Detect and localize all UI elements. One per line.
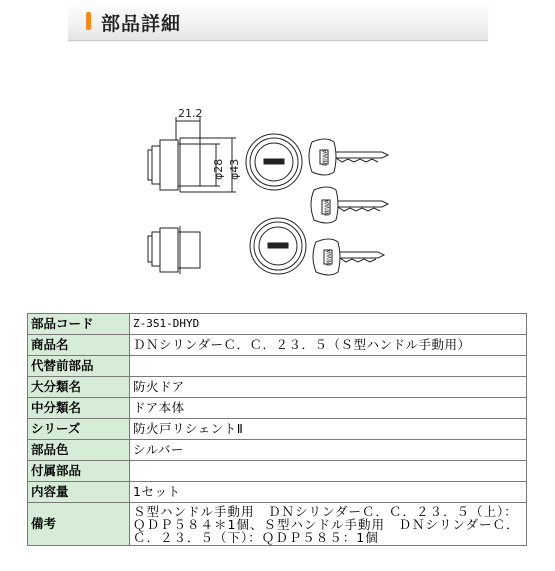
row-value: シルバー (130, 440, 527, 461)
table-row (28, 419, 527, 440)
table-row (28, 377, 527, 398)
key-brand-1: MIWA (322, 149, 329, 166)
dimension-width-label: 21.2 (178, 107, 203, 120)
key-brand-2: MIWA (324, 199, 331, 216)
row-label: 部品コード (28, 314, 130, 335)
table-row (28, 398, 527, 419)
cylinder-face-top (246, 134, 302, 190)
row-label: 代替前部品 (28, 356, 130, 377)
row-label: 中分類名 (28, 398, 130, 419)
table-row (28, 314, 527, 335)
row-value: 防火戸リシェントⅡ (130, 419, 527, 440)
row-label: 備考 (28, 503, 130, 546)
key-brand-3: MIWA (326, 249, 333, 266)
cylinder-side-view-top (148, 138, 200, 192)
table-row (28, 335, 527, 356)
row-label: 内容量 (28, 482, 130, 503)
row-value: 1セット (130, 482, 527, 503)
table-row (28, 503, 527, 546)
row-value: Z-3S1-DHYD (130, 314, 527, 335)
section-header (68, 2, 488, 41)
part-drawing (130, 100, 400, 280)
table-row (28, 461, 527, 482)
row-value: Ｓ型ハンドル手動用 ＤＮシリンダーＣ．Ｃ．２３．５（上）：ＱＤＰ５８４＊1個、Ｓ型ハンドル手動用 ＤＮシリンダーＣ．Ｃ．２３．５（下）：ＱＤＰ５８５：1個 (130, 503, 527, 546)
dimension-d28-label: φ28 (212, 158, 225, 180)
row-label: シリーズ (28, 419, 130, 440)
row-value (130, 461, 527, 482)
key-3 (313, 239, 384, 275)
row-value: ＤＮシリンダーＣ．Ｃ．２３．５（Ｓ型ハンドル手動用） (130, 335, 527, 356)
cylinder-side-view-bottom (148, 226, 200, 274)
table-row (28, 482, 527, 503)
row-label: 大分類名 (28, 377, 130, 398)
part-detail-table (27, 313, 527, 546)
header-accent-bar (86, 12, 91, 30)
row-label: 部品色 (28, 440, 130, 461)
table-row (28, 440, 527, 461)
key-1 (309, 139, 388, 175)
key-2 (311, 187, 388, 223)
row-value: 防火ドア (130, 377, 527, 398)
cylinder-face-bottom (250, 218, 306, 274)
row-value: ドア本体 (130, 398, 527, 419)
table-row (28, 356, 527, 377)
row-label: 付属部品 (28, 461, 130, 482)
row-value (130, 356, 527, 377)
section-title: 部品詳細 (101, 13, 182, 35)
dimension-d43-label: φ43 (228, 158, 241, 180)
row-label: 商品名 (28, 335, 130, 356)
